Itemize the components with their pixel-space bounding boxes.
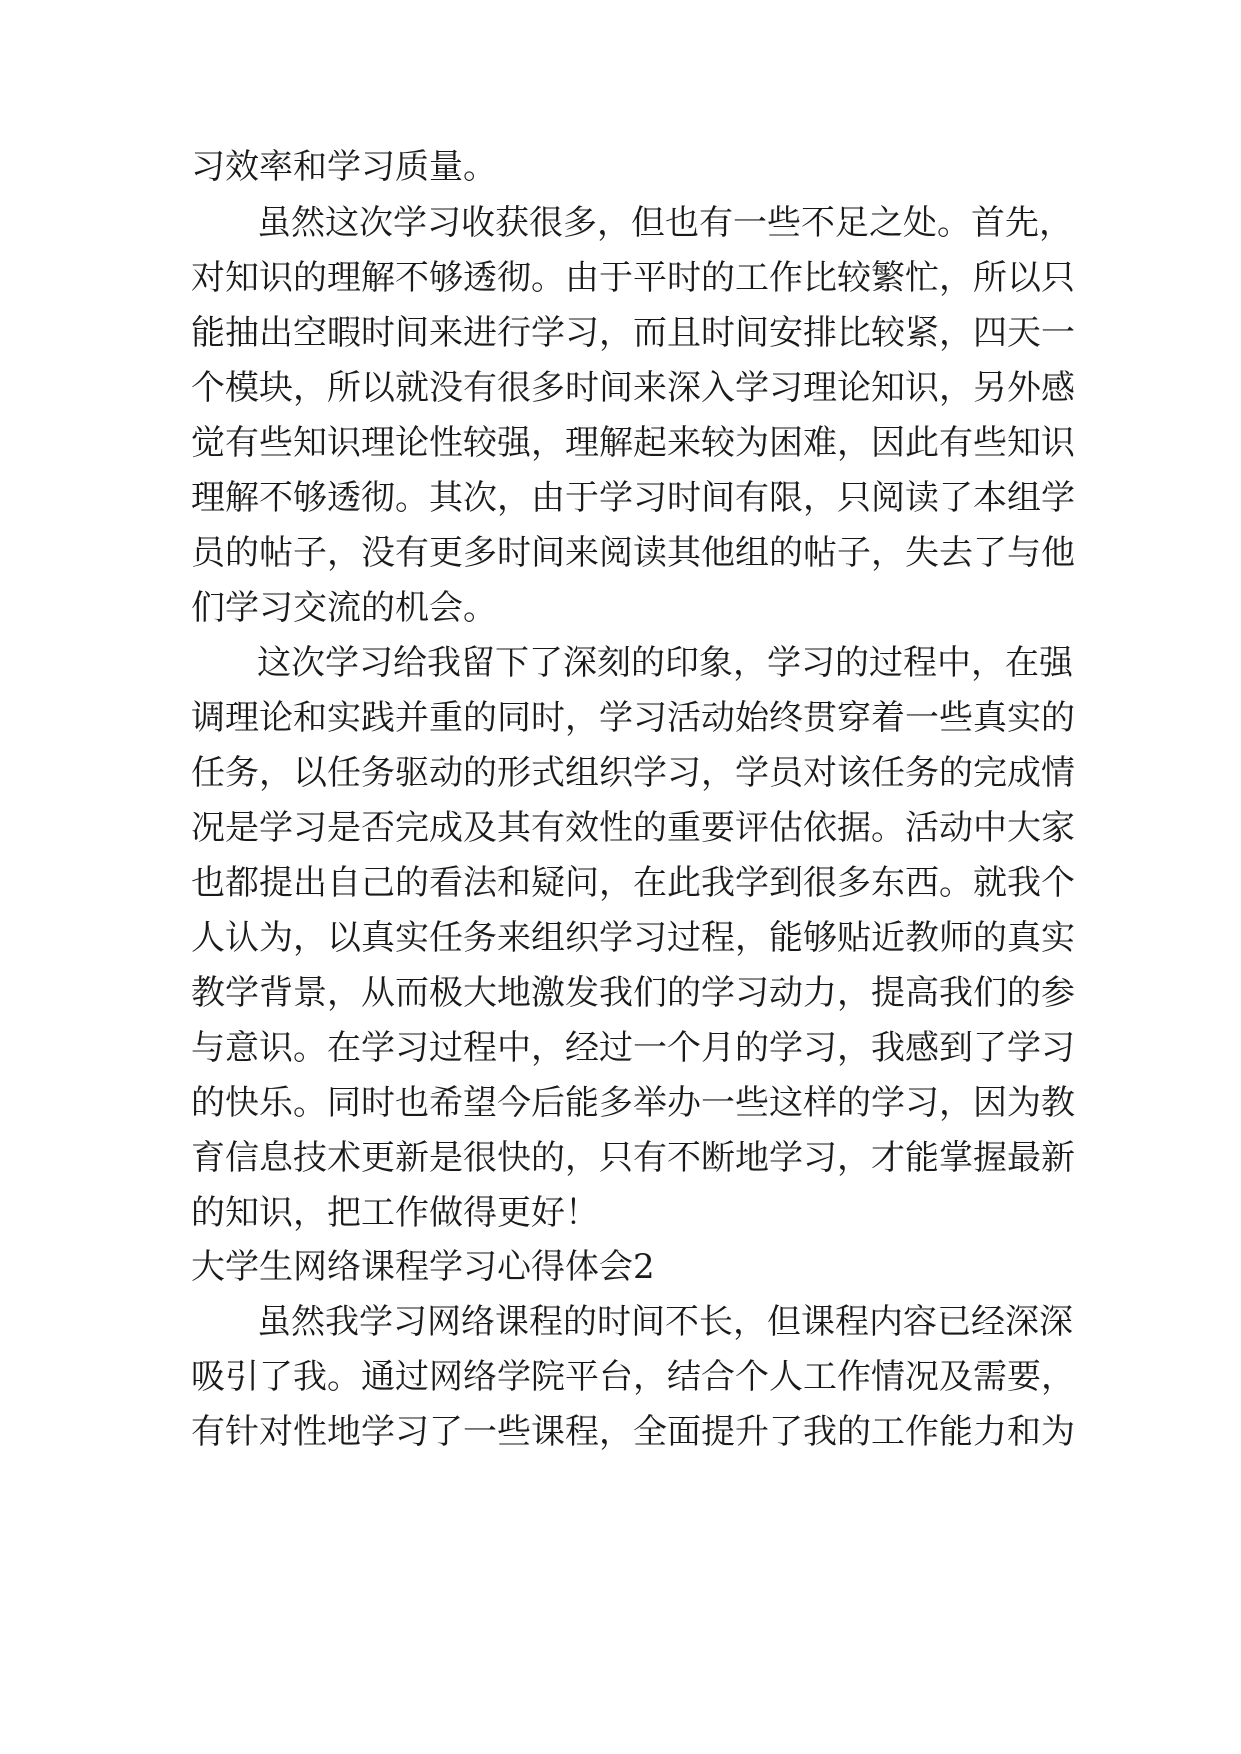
paragraph-line: 理解不够透彻。其次，由于学习时间有限，只阅读了本组学 <box>191 478 1075 518</box>
paragraph-line: 虽然我学习网络课程的时间不长，但课程内容已经深深 <box>257 1302 1073 1342</box>
paragraph-line: 习效率和学习质量。 <box>191 147 497 187</box>
paragraph-line: 调理论和实践并重的同时，学习活动始终贯穿着一些真实的 <box>191 698 1075 738</box>
paragraph-line: 虽然这次学习收获很多，但也有一些不足之处。首先， <box>257 203 1073 243</box>
paragraph-line: 也都提出自己的看法和疑问，在此我学到很多东西。就我个 <box>191 863 1075 903</box>
paragraph-line: 员的帖子，没有更多时间来阅读其他组的帖子，失去了与他 <box>191 533 1075 573</box>
paragraph-line: 个模块，所以就没有很多时间来深入学习理论知识，另外感 <box>191 368 1075 408</box>
paragraph-line: 觉有些知识理论性较强，理解起来较为困难，因此有些知识 <box>191 423 1075 463</box>
paragraph-line: 们学习交流的机会。 <box>191 588 497 628</box>
paragraph-line: 有针对性地学习了一些课程，全面提升了我的工作能力和为 <box>191 1412 1075 1452</box>
paragraph-line: 人认为，以真实任务来组织学习过程，能够贴近教师的真实 <box>191 918 1075 958</box>
paragraph-line: 的知识，把工作做得更好！ <box>191 1193 599 1233</box>
paragraph-line: 能抽出空暇时间来进行学习，而且时间安排比较紧，四天一 <box>191 313 1075 353</box>
paragraph-line: 对知识的理解不够透彻。由于平时的工作比较繁忙，所以只 <box>191 258 1075 298</box>
paragraph-line: 与意识。在学习过程中，经过一个月的学习，我感到了学习 <box>191 1028 1075 1068</box>
section-heading: 大学生网络课程学习心得体会2 <box>191 1247 655 1287</box>
paragraph-line: 况是学习是否完成及其有效性的重要评估依据。活动中大家 <box>191 808 1075 848</box>
paragraph-line: 吸引了我。通过网络学院平台，结合个人工作情况及需要， <box>191 1357 1075 1397</box>
paragraph-line: 这次学习给我留下了深刻的印象，学习的过程中，在强 <box>257 643 1073 683</box>
paragraph-line: 任务，以任务驱动的形式组织学习，学员对该任务的完成情 <box>191 753 1075 793</box>
paragraph-line: 教学背景，从而极大地激发我们的学习动力，提高我们的参 <box>191 973 1075 1013</box>
paragraph-line: 的快乐。同时也希望今后能多举办一些这样的学习，因为教 <box>191 1083 1075 1123</box>
paragraph-line: 育信息技术更新是很快的，只有不断地学习，才能掌握最新 <box>191 1138 1075 1178</box>
